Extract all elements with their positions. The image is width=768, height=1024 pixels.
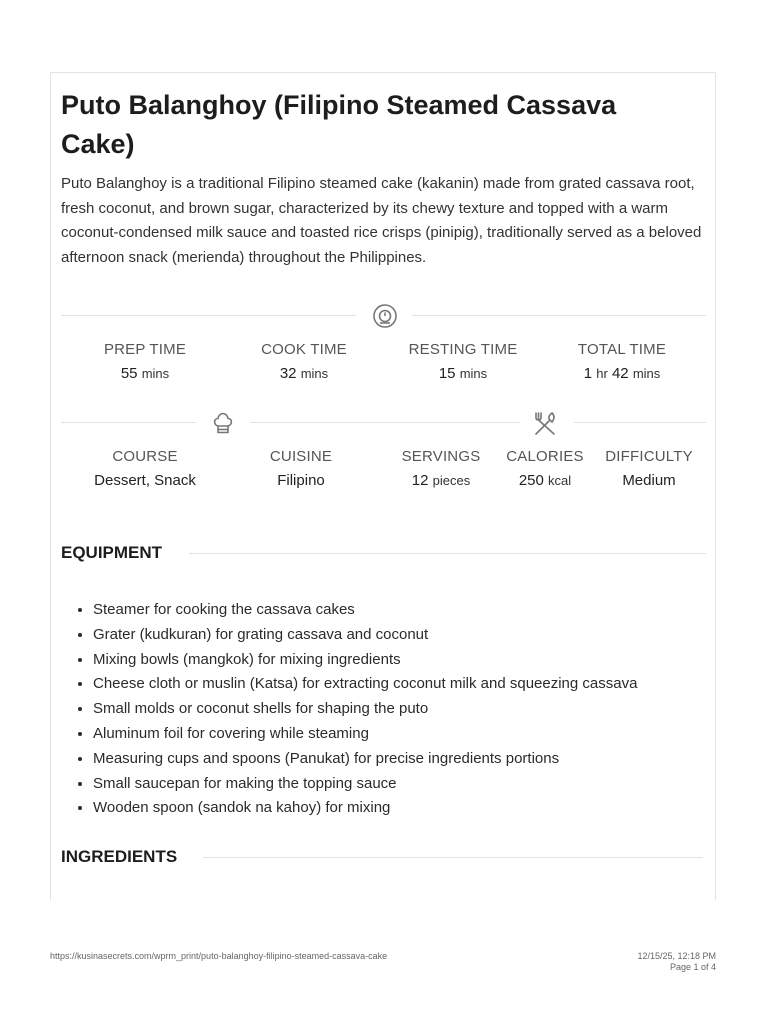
equipment-item: • Steamer for cooking the cassava cakes (93, 598, 711, 623)
prep-time (70, 341, 220, 383)
difficulty-value: Medium (622, 472, 676, 489)
cuisine-label: CUISINE (269, 448, 333, 465)
chef-hat-icon (208, 408, 238, 438)
prep-time-label: PREP TIME (103, 341, 187, 358)
footer-url: https://kusinasecrets.com/wprm_print/puto-balanghoy-filipino-steamed-cassava-cake (50, 951, 388, 961)
course-label: COURSE (112, 448, 178, 465)
cook-time-label: COOK TIME (261, 341, 347, 358)
footer-meta (637, 951, 716, 973)
equipment-heading: EQUIPMENT (61, 543, 163, 562)
equipment-item: • Small saucepan for making the topping sauce (93, 772, 711, 797)
footer-datetime: 12/15/25, 12:18 PM (637, 951, 716, 961)
details-divider-left (61, 422, 196, 423)
cuisine (226, 448, 376, 490)
prep-time-value: 55 mins (120, 365, 170, 382)
cook-time (229, 341, 379, 383)
course-value: Dessert, Snack (94, 472, 196, 489)
resting-time-value: 15 mins (438, 365, 488, 382)
equipment-item: • Measuring cups and spoons (Panukat) for precise ingredients portions (93, 747, 711, 772)
details-divider-right (574, 422, 706, 423)
equipment-item: • Mixing bowls (mangkok) for mixing ingredients (93, 648, 711, 673)
utensils-icon (530, 408, 560, 438)
cook-time-value: 32 mins (279, 365, 329, 382)
total-time-value: 1 hr 42 mins (583, 365, 661, 382)
total-time (547, 341, 697, 383)
recipe-title: Puto Balanghoy (Filipino Steamed Cassava Cake) (61, 90, 617, 159)
equipment-item: • Aluminum foil for covering while steaming (93, 722, 711, 747)
resting-time (388, 341, 538, 383)
equipment-item: • Cheese cloth or muslin (Katsa) for extracting coconut milk and squeezing cassava (93, 672, 711, 697)
equipment-item: • Wooden spoon (sandok na kahoy) for mixing (93, 796, 711, 821)
ingredients-heading: INGREDIENTS (61, 847, 178, 866)
servings-label: SERVINGS (401, 448, 481, 465)
resting-time-label: RESTING TIME (408, 341, 518, 358)
times-divider-left (61, 315, 356, 316)
timer-icon (370, 301, 400, 331)
difficulty-label: DIFFICULTY (605, 448, 693, 465)
equipment-list (61, 598, 711, 821)
calories-value: 250 kcal (518, 472, 572, 489)
calories-label: CALORIES (506, 448, 584, 465)
times-divider-right (412, 315, 706, 316)
recipe-summary: Puto Balanghoy is a traditional Filipino steamed cake (kakanin) made from grated cassava root, fresh coconut, and brown sugar, characterized by its chewy texture and topped with a warm coconut-condensed milk sauce and toasted rice crisps (pinipig), traditionally served as a beloved afternoon snack (merienda) throughout the Philippines. (61, 175, 702, 266)
details-divider-mid (250, 422, 520, 423)
footer-page-number: Page 1 of 4 (669, 962, 716, 972)
equipment-item: • Small molds or coconut shells for shaping the puto (93, 697, 711, 722)
servings-value: 12 pieces (411, 472, 471, 489)
course (70, 448, 220, 490)
ingredients-heading-rule (203, 857, 703, 858)
equipment-item: • Grater (kudkuran) for grating cassava and coconut (93, 623, 711, 648)
total-time-label: TOTAL TIME (577, 341, 667, 358)
cuisine-value: Filipino (277, 472, 325, 489)
equipment-heading-rule (189, 553, 706, 554)
difficulty (574, 448, 724, 490)
